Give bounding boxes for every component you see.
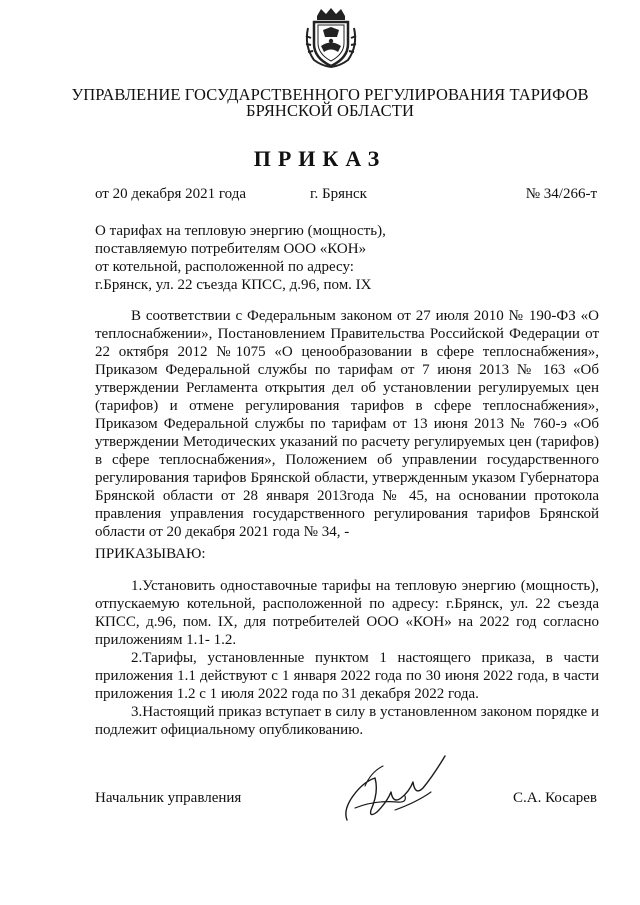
order-city: г. Брянск [310,186,367,202]
order-item-3: 3.Настоящий приказ вступает в силу в установленном законом порядке и подлежит официальному опубликованию. [95,704,599,738]
order-item-1: 1.Установить одноставочные тарифы на тепловую энергию (мощность), отпускаемую котельной, расположенной по адресу: г.Брянск, ул. 22 съезда КПСС, д.96, пом. IX, для потребителей ООО «КОН» на 2022 год согласно приложениям 1.1- 1.2. [95,578,599,648]
subject-line: от котельной, расположенной по адресу: [95,259,354,275]
order-number: № 34/266-т [525,186,597,202]
coat-of-arms-icon [300,6,362,70]
organization-name-line2: БРЯНСКОЙ ОБЛАСТИ [246,101,414,120]
signer-name: С.А. Косарев [513,790,597,806]
subject-line: поставляемую потребителям ООО «КОН» [95,241,367,257]
document-title: ПРИКАЗ [253,146,387,171]
preamble-paragraph: В соответствии с Федеральным законом от 27 июля 2010 № 190-ФЗ «О теплоснабжении», Постановлением Правительства Российской Федерации от 22 октября 2012 №1075 «О ценообразовании в сфере теплоснабжения», Приказом Федеральной службы по тарифам от 7 июня 2013 № 163 «Об утверждении Регламента открытия дел об установлении регулируемых цен (тарифов) и отмене регулирования тарифов в сфере теплоснабжения», Приказом Федеральной службы по тарифам от 13 июня 2013 № 760-э «Об утверждении Методических указаний по расчету регулируемых цен (тарифов) в сфере теплоснабжения», Положением об управлении государственного регулирования тарифов Брянской области, утвержденным указом Губернатора Брянской области от 28 января 2013года № 45, на основании протокола правления управления государственного регулирования тарифов Брянской области от 20 декабря 2021 года № 34, - [95,308,599,540]
order-item-2: 2.Тарифы, установленные пунктом 1 настоящего приказа, в части приложения 1.1 действуют с 1 января 2022 года по 30 июня 2022 года, в части приложения 1.2 с 1 июля 2022 года по 31 декабря 2022 года. [95,650,599,702]
signer-position: Начальник управления [95,790,242,806]
order-keyword: ПРИКАЗЫВАЮ: [95,546,206,562]
organization-name-line1: УПРАВЛЕНИЕ ГОСУДАРСТВЕННОГО РЕГУЛИРОВАНИЯ ТАРИФОВ [71,85,589,104]
order-date: от 20 декабря 2021 года [95,186,247,202]
handwritten-signature-icon [335,752,450,827]
order-subject [95,222,495,294]
subject-line: О тарифах на тепловую энергию (мощность), [95,223,386,239]
subject-line: г.Брянск, ул. 22 съезда КПСС, д.96, пом. IX [95,277,372,293]
